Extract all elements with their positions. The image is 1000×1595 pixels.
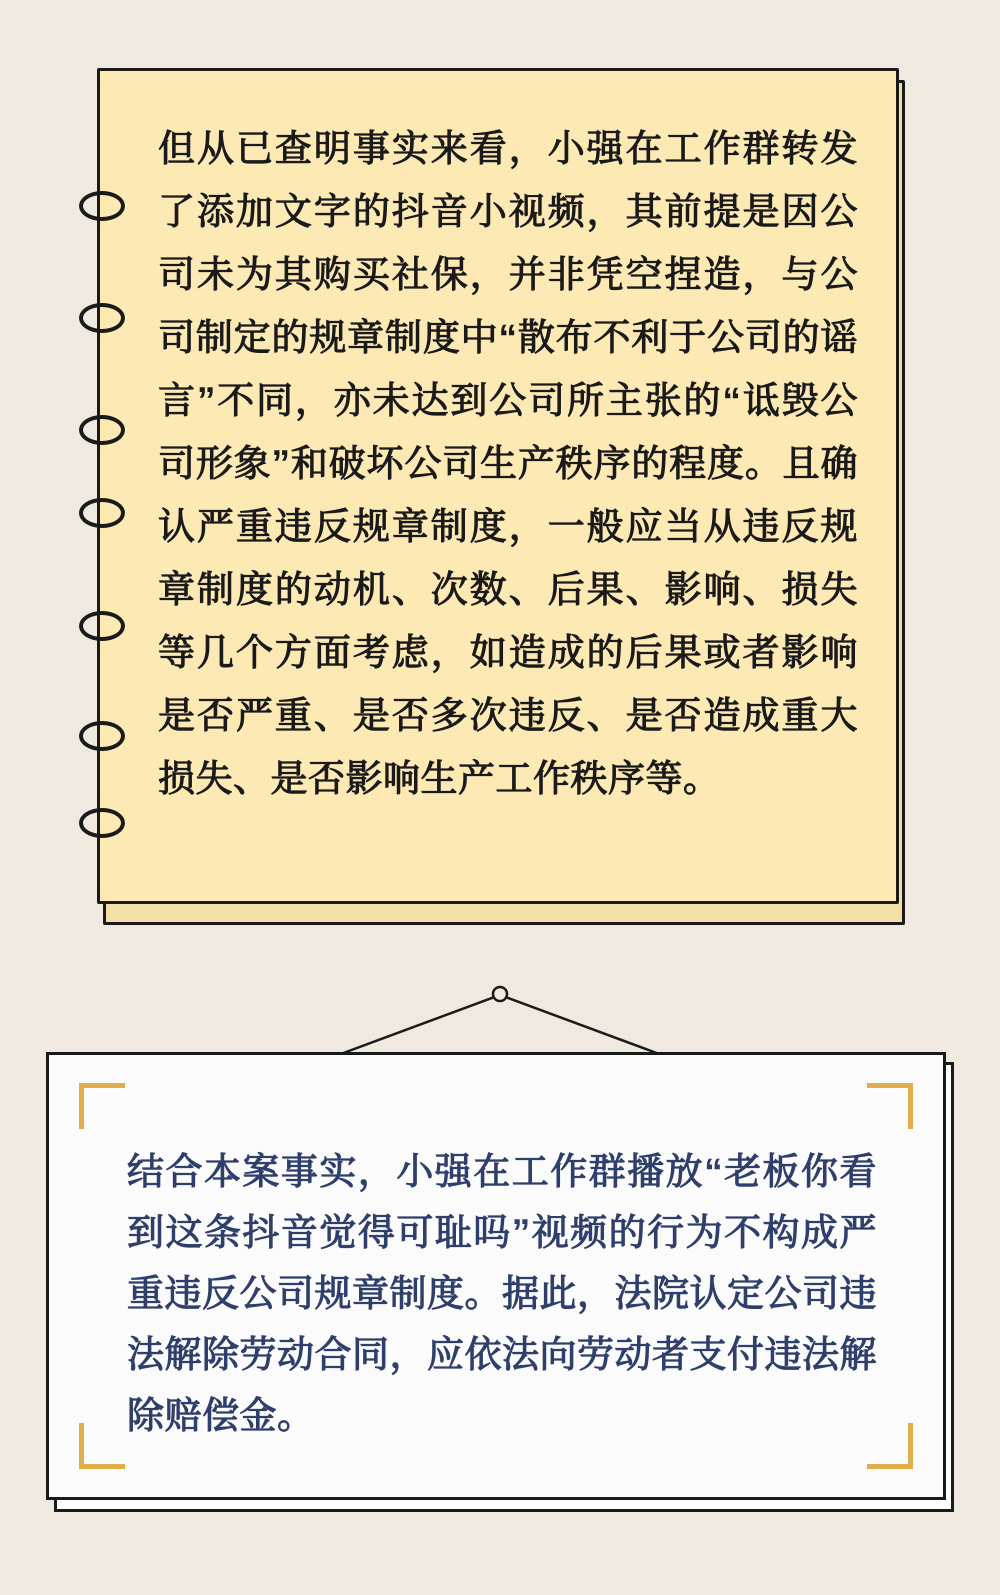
corner-bracket-top-left-icon	[79, 1083, 125, 1129]
court-reasoning-note	[97, 68, 907, 928]
spiral-ring-icon	[79, 611, 125, 641]
conclusion-body-text: 结合本案事实，小强在工作群播放“老板你看到这条抖音觉得可耻吗”视频的行为不构成严重违反公司规章制度。据此，法院认定公司违法解除劳动合同，应依法向劳动者支付违法解除赔偿金。	[127, 1151, 877, 1436]
spiral-ring-icon	[79, 498, 125, 528]
connector-dot-icon	[493, 987, 507, 1001]
corner-bracket-bottom-left-icon	[79, 1423, 125, 1469]
note-page	[97, 68, 899, 904]
connector-line	[330, 985, 670, 1060]
spiral-ring-icon	[79, 808, 125, 838]
spiral-ring-icon	[79, 303, 125, 333]
conclusion-card	[46, 1052, 954, 1512]
spiral-ring-icon	[79, 191, 125, 221]
conclusion-box	[46, 1052, 946, 1500]
spiral-ring-icon	[79, 415, 125, 445]
corner-bracket-top-right-icon	[867, 1083, 913, 1129]
spiral-ring-icon	[79, 721, 125, 751]
note-body-text: 但从已查明事实来看，小强在工作群转发了添加文字的抖音小视频，其前提是因公司未为其购买社保，并非凭空捏造，与公司制定的规章制度中“散布不利于公司的谣言”不同，亦未达到公司所主张的“诋毁公司形象”和破坏公司生产秩序的程度。且确认严重违反规章制度，一般应当从违反规章制度的动机、次数、后果、影响、损失等几个方面考虑，如造成的后果或者影响是否严重、是否多次违反、是否造成重大损失、是否影响生产工作秩序等。	[158, 128, 858, 799]
